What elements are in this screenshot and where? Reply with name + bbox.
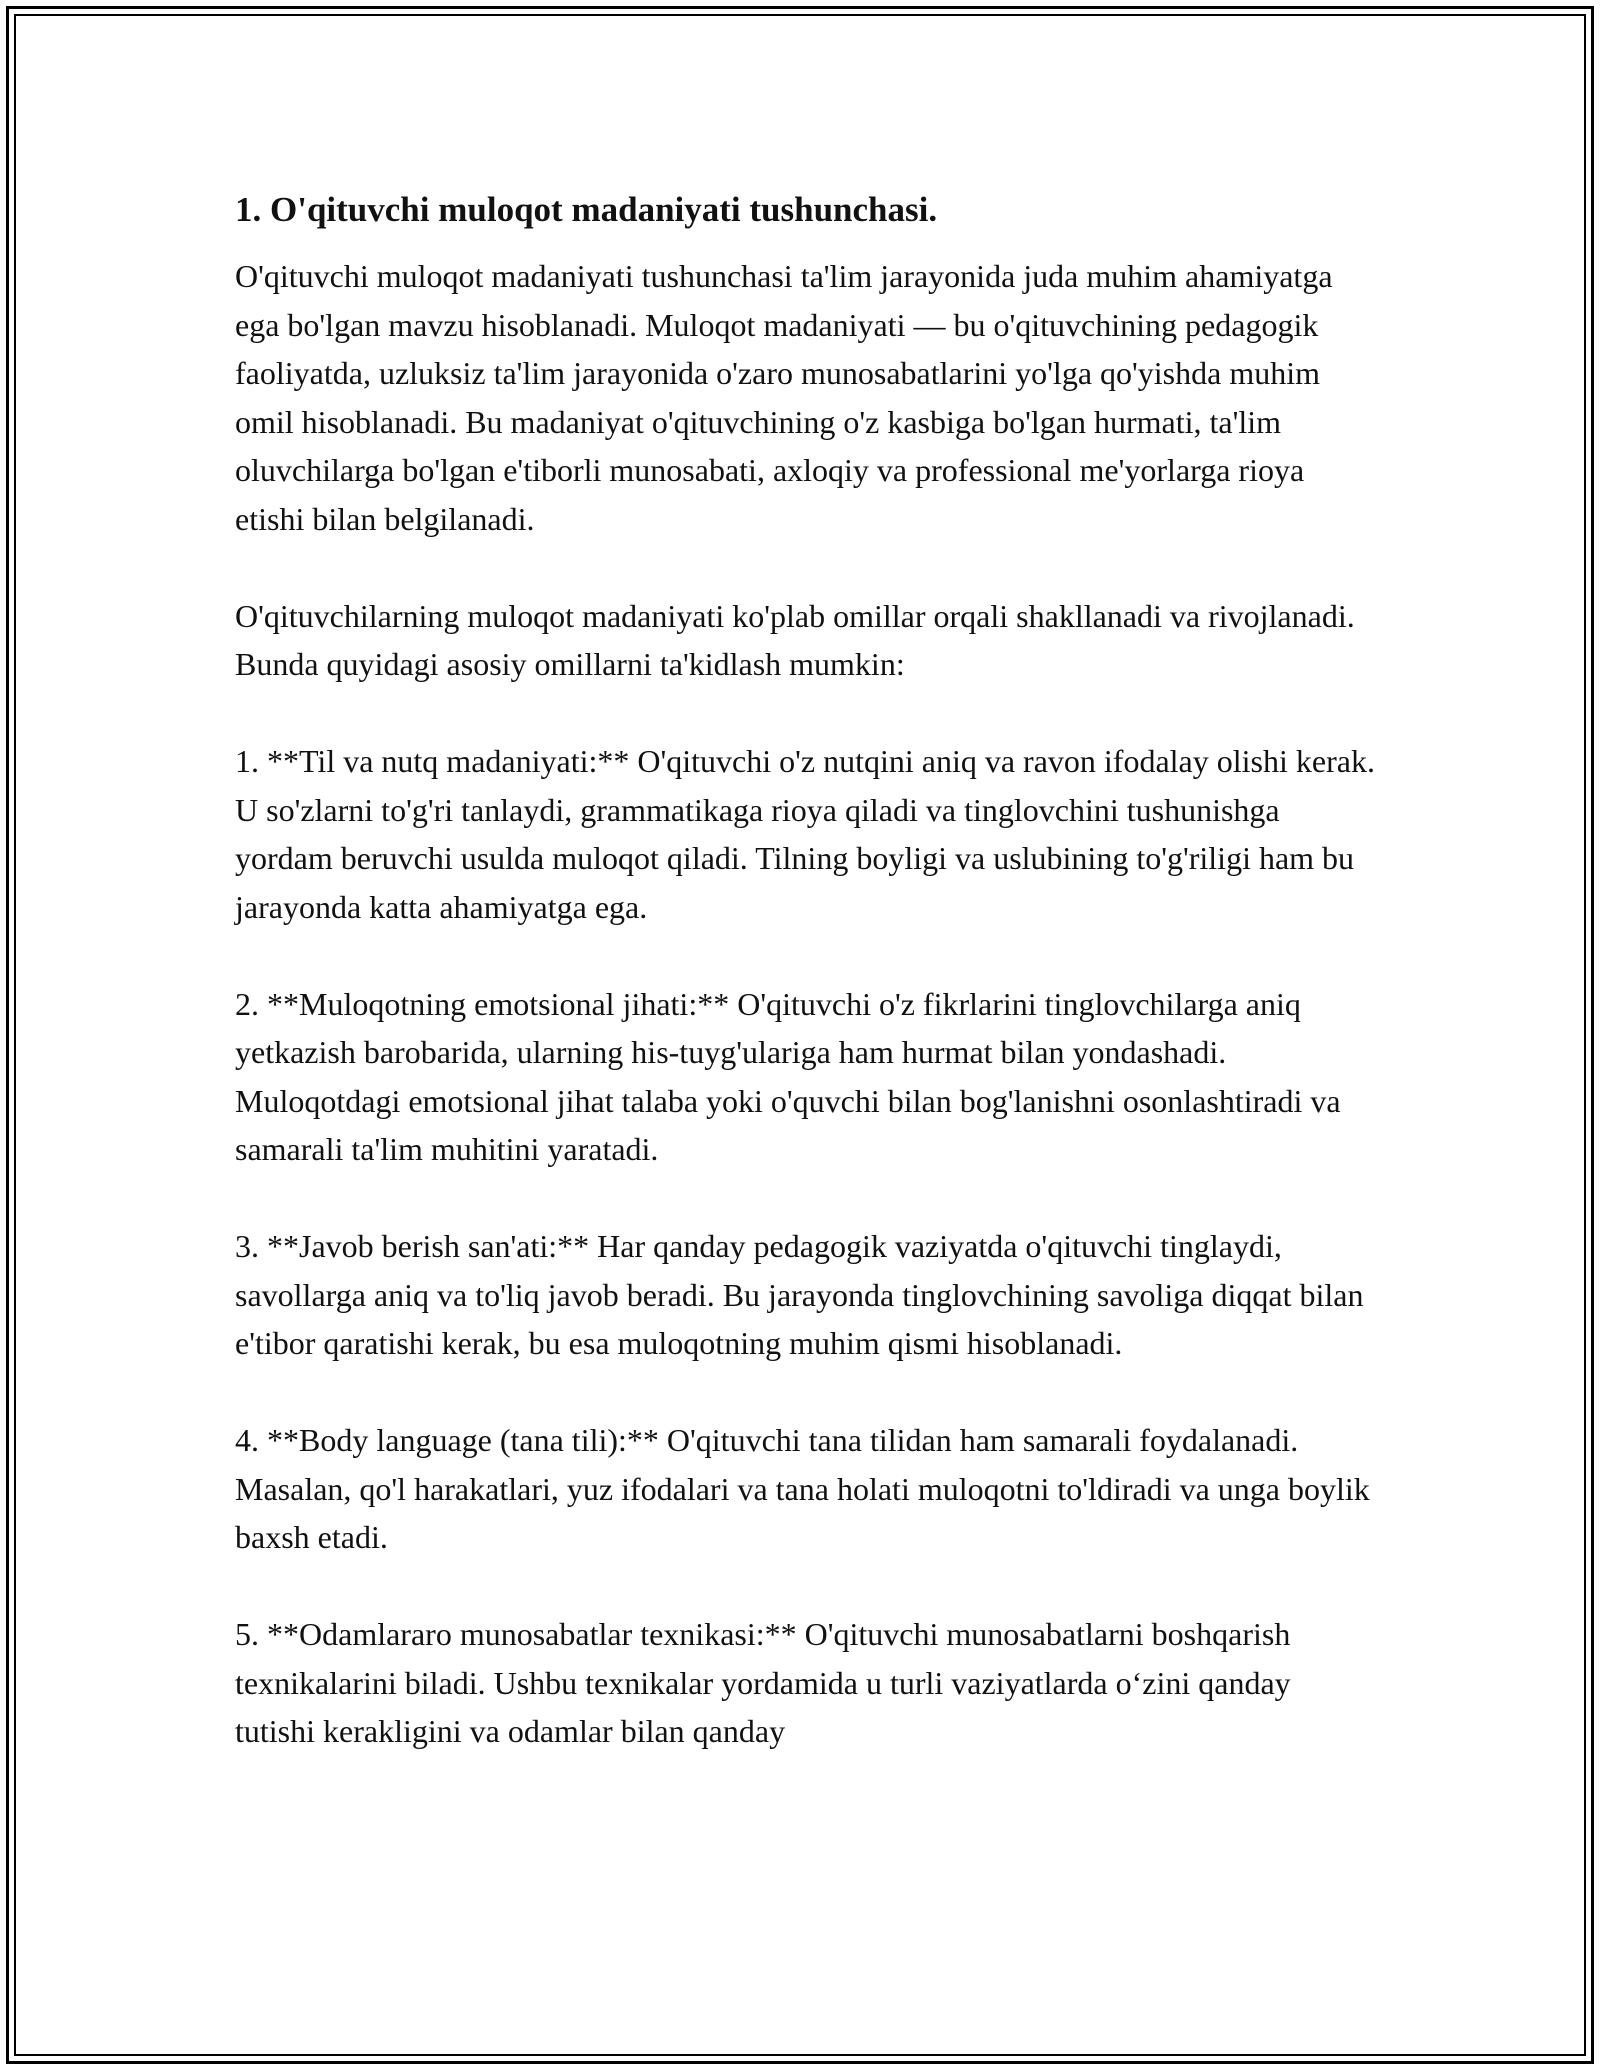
section-heading: 1. O'qituvchi muloqot madaniyati tushunchasi. (235, 190, 938, 229)
list-item-interpersonal-techniques: 5. **Odamlararo munosabatlar texnikasi:** O'qituvchi munosabatlarni boshqarish texnikalarini biladi. Ushbu texnikalar yordamida u turli vaziyatlarda o‘zini qanday tutishi kerakligini va odamlar bilan qanday (235, 1616, 1291, 1749)
list-item-answering-art: 3. **Javob berish san'ati:** Har qanday pedagogik vaziyatda o'qituvchi tinglaydi, savollarga aniq va to'liq javob beradi. Bu jarayonda tinglovchining savoliga diqqat bilan e'tibor qaratishi kerak, bu esa muloqotning muhim qismi hisoblanadi. (235, 1228, 1364, 1361)
factors-intro-paragraph: O'qituvchilarning muloqot madaniyati ko'plab omillar orqali shakllanadi va rivojlanadi. Bunda quyidagi asosiy omillarni ta'kidlash mumkin: (235, 597, 1355, 682)
list-item-language-culture: 1. **Til va nutq madaniyati:** O'qituvchi o'z nutqini aniq va ravon ifodalay olishi kerak. U so'zlarni to'g'ri tanlaydi, grammatikaga rioya qiladi va tinglovchini tushunishga yordam beruvchi usulda muloqot qiladi. Tilning boyligi va uslubining to'g'riligi ham bu jarayonda katta ahamiyatga ega. (235, 743, 1375, 925)
document-body (235, 188, 1375, 1804)
intro-paragraph: O'qituvchi muloqot madaniyati tushunchasi ta'lim jarayonida juda muhim ahamiyatga ega bo'lgan mavzu hisoblanadi. Muloqot madaniyati — bu o'qituvchining pedagogik faoliyatda, uzluksiz ta'lim jarayonida o'zaro munosabatlarini yo'lga qo'yishda muhim omil hisoblanadi. Bu madaniyat o'qituvchining o'z kasbiga bo'lgan hurmati, ta'lim oluvchilarga bo'lgan e'tiborli munosabati, axloqiy va professional me'yorlarga rioya etishi bilan belgilanadi. (235, 258, 1333, 537)
list-item-emotional-aspect: 2. **Muloqotning emotsional jihati:** O'qituvchi o'z fikrlarini tinglovchilarga aniq yetkazish barobarida, ularning his-tuyg'ulariga ham hurmat bilan yondashadi. Muloqotdagi emotsional jihat talaba yoki o'quvchi bilan bog'lanishni osonlashtiradi va samarali ta'lim muhitini yaratadi. (235, 985, 1341, 1167)
list-item-body-language: 4. **Body language (tana tili):** O'qituvchi tana tilidan ham samarali foydalanadi. Masalan, qo'l harakatlari, yuz ifodalari va tana holati muloqotni to'ldiradi va unga boylik baxsh etadi. (235, 1422, 1370, 1555)
